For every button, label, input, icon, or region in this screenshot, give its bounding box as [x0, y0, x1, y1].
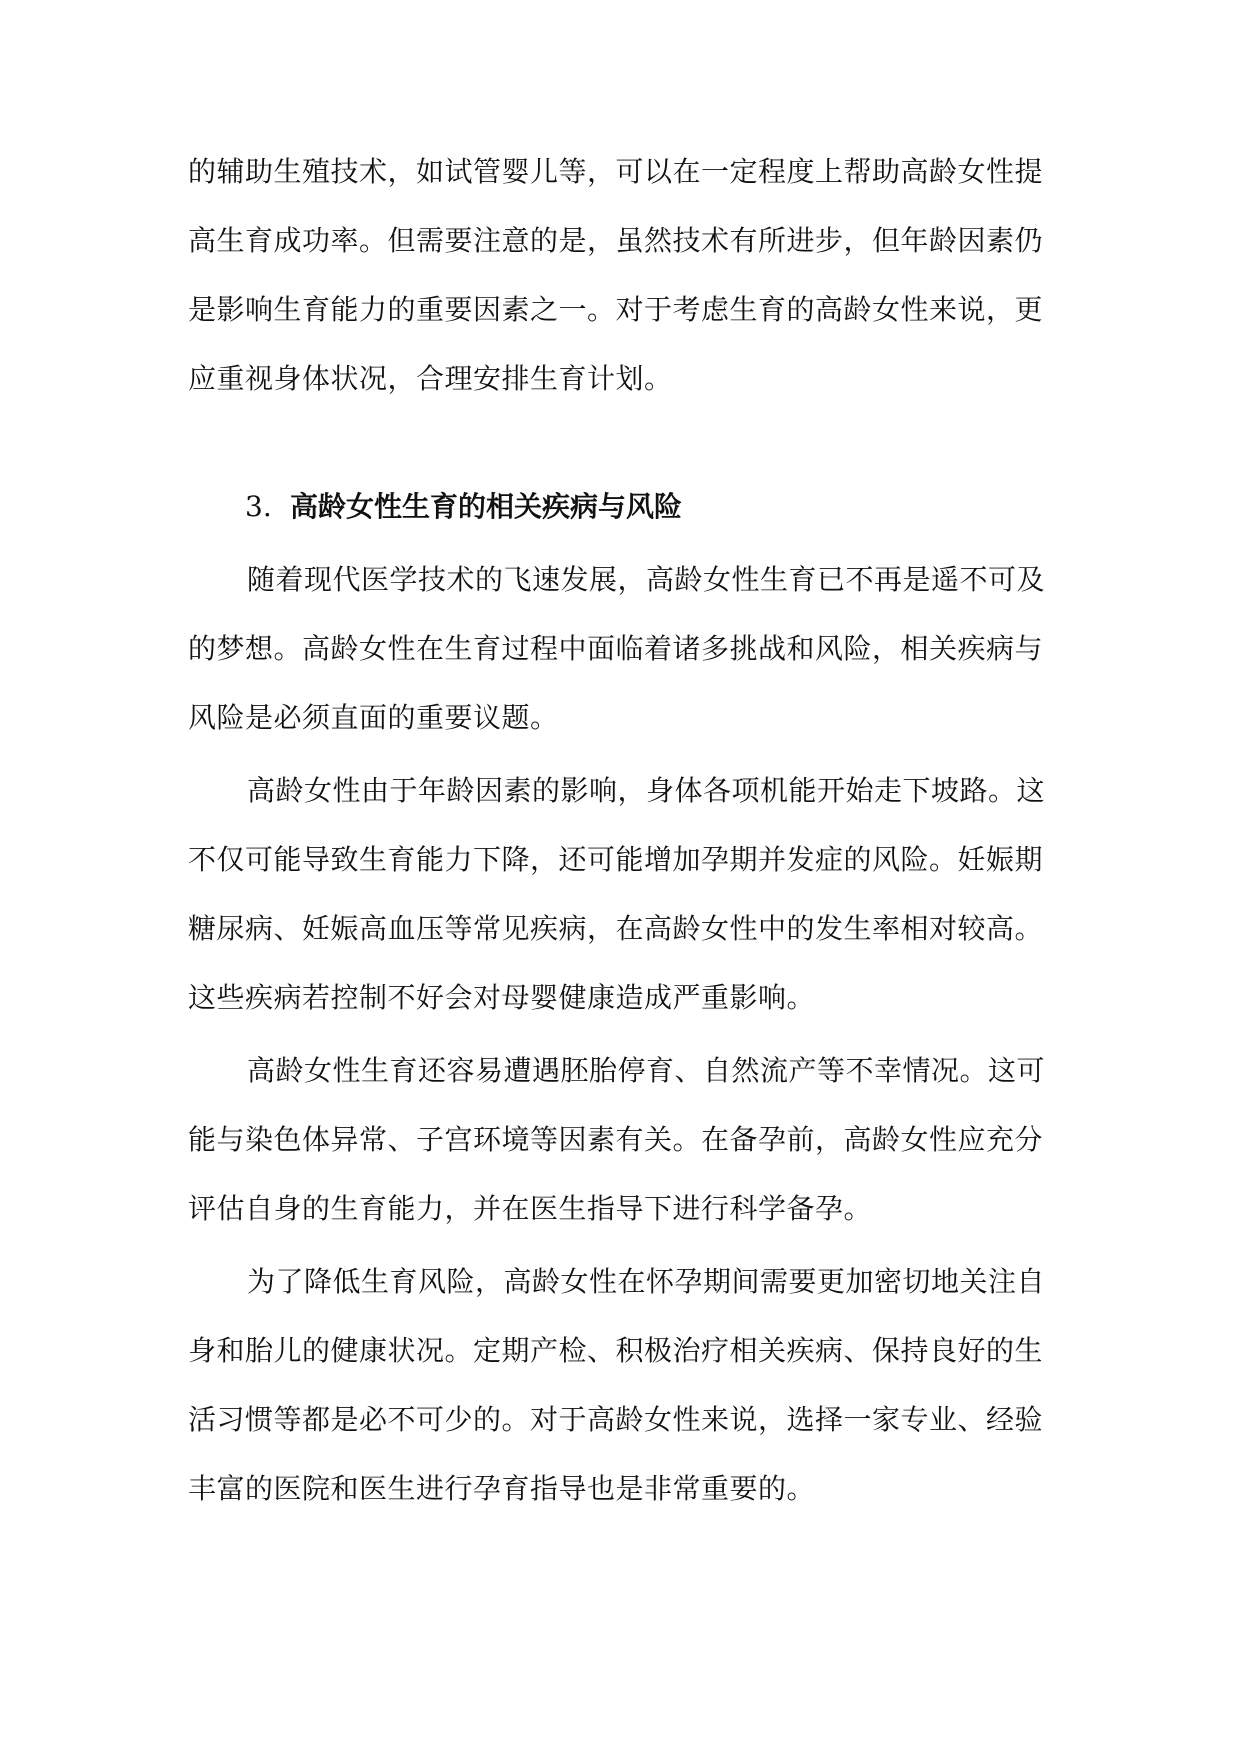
text-line: 风险是必须直面的重要议题。 — [188, 701, 559, 734]
text-line: 糖尿病、妊娠高血压等常见疾病，在高龄女性中的发生率相对较高。 — [188, 912, 1044, 945]
text-line: 高生育成功率。但需要注意的是，虽然技术有所进步，但年龄因素仍 — [188, 224, 1044, 257]
text-line: 的梦想。高龄女性在生育过程中面临着诸多挑战和风险，相关疾病与 — [188, 632, 1044, 665]
section-heading — [245, 487, 682, 527]
text-line: 这些疾病若控制不好会对母婴健康造成严重影响。 — [188, 981, 816, 1014]
text-line: 是影响生育能力的重要因素之一。对于考虑生育的高龄女性来说，更 — [188, 293, 1044, 326]
text-line: 不仅可能导致生育能力下降，还可能增加孕期并发症的风险。妊娠期 — [188, 843, 1044, 876]
text-line: 高龄女性由于年龄因素的影响，身体各项机能开始走下坡路。这 — [247, 774, 1046, 807]
text-line: 为了降低生育风险，高龄女性在怀孕期间需要更加密切地关注自 — [247, 1265, 1046, 1298]
text-line: 能与染色体异常、子宫环境等因素有关。在备孕前，高龄女性应充分 — [188, 1123, 1044, 1156]
text-line: 身和胎儿的健康状况。定期产检、积极治疗相关疾病、保持良好的生 — [188, 1334, 1044, 1367]
text-line: 的辅助生殖技术，如试管婴儿等，可以在一定程度上帮助高龄女性提 — [188, 155, 1044, 188]
text-line: 活习惯等都是必不可少的。对于高龄女性来说，选择一家专业、经验 — [188, 1403, 1044, 1436]
text-line: 丰富的医院和医生进行孕育指导也是非常重要的。 — [188, 1472, 816, 1505]
text-line: 高龄女性生育还容易遭遇胚胎停育、自然流产等不幸情况。这可 — [247, 1054, 1046, 1087]
section-number: 3. — [245, 490, 272, 523]
text-line: 评估自身的生育能力，并在医生指导下进行科学备孕。 — [188, 1192, 873, 1225]
text-line: 随着现代医学技术的飞速发展，高龄女性生育已不再是遥不可及 — [247, 563, 1046, 596]
text-line: 应重视身体状况，合理安排生育计划。 — [188, 362, 673, 395]
section-title: 高龄女性生育的相关疾病与风险 — [290, 490, 683, 523]
